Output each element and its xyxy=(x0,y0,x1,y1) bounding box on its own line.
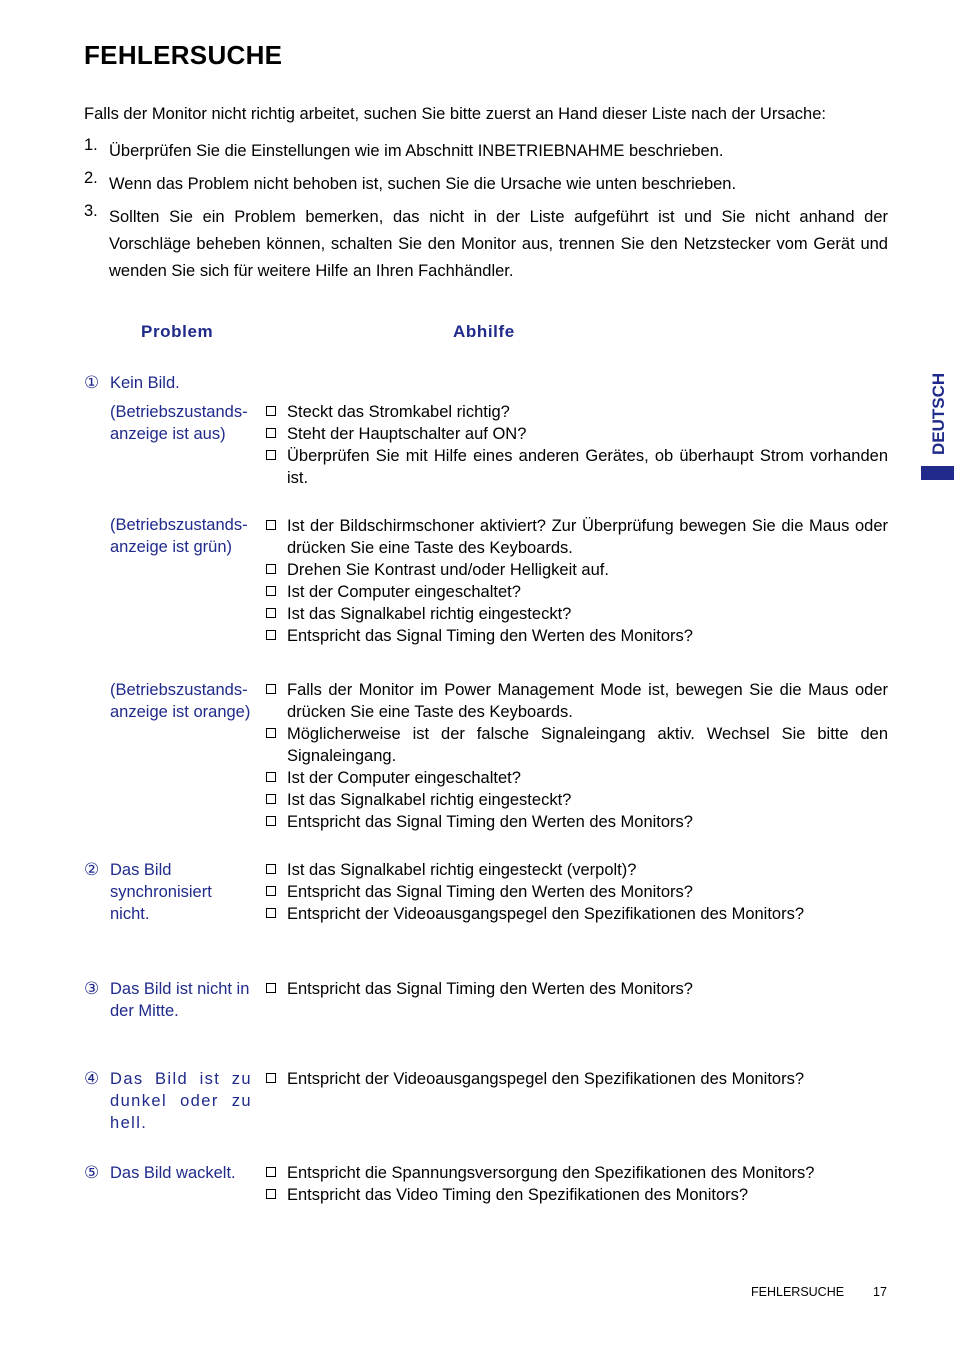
checkbox-icon xyxy=(266,772,276,782)
problem-text: Das Bild ist zu dunkel oder zu hell. xyxy=(110,1070,252,1132)
checkbox-icon xyxy=(266,728,276,738)
list-item: Überprüfen Sie mit Hilfe eines anderen Gerätes, ob überhaupt Strom vorhanden ist. xyxy=(264,445,888,489)
step-number: 2. xyxy=(84,169,98,187)
list-item: Steckt das Stromkabel richtig? xyxy=(264,401,888,423)
checkbox-icon xyxy=(266,450,276,460)
page-number: 17 xyxy=(873,1285,887,1299)
list-item: Entspricht das Signal Timing den Werten des Monitors? xyxy=(264,978,888,1000)
circled-number-icon: ⑤ xyxy=(84,1163,100,1183)
remedy-list-off xyxy=(264,401,888,489)
list-item: Ist das Signalkabel richtig eingesteckt (verpolt)? xyxy=(264,859,888,881)
checkbox-icon xyxy=(266,794,276,804)
list-item: Ist das Signalkabel richtig eingesteckt? xyxy=(264,603,888,625)
problem-text: Kein Bild. xyxy=(110,374,180,392)
step-number: 1. xyxy=(84,136,98,154)
remedy-list-green xyxy=(264,515,888,647)
list-item: Ist der Computer eingeschaltet? xyxy=(264,767,888,789)
list-item: Entspricht das Signal Timing den Werten des Monitors? xyxy=(264,625,888,647)
checkbox-icon xyxy=(266,630,276,640)
checkbox-icon xyxy=(266,684,276,694)
header-problem: Problem xyxy=(141,322,214,341)
checkbox-icon xyxy=(266,908,276,918)
checkbox-icon xyxy=(266,428,276,438)
list-item: Entspricht die Spannungsversorgung den Spezifikationen des Monitors? xyxy=(264,1162,888,1184)
list-item: Ist das Signalkabel richtig eingesteckt? xyxy=(264,789,888,811)
problem-text: Das Bild synchronisiert nicht. xyxy=(110,861,212,923)
list-item: Ist der Bildschirmschoner aktiviert? Zur Überprüfung bewegen Sie die Maus oder drücken Sie eine Taste des Keyboards. xyxy=(264,515,888,559)
remedy-list-4 xyxy=(264,1068,888,1090)
remedy-list-3 xyxy=(264,978,888,1000)
step-text: Wenn das Problem nicht behoben ist, suchen Sie die Ursache wie unten beschrieben. xyxy=(109,175,737,193)
checkbox-icon xyxy=(266,816,276,826)
circled-number-icon: ② xyxy=(84,860,100,880)
checkbox-icon xyxy=(266,1073,276,1083)
list-item: Entspricht das Signal Timing den Werten des Monitors? xyxy=(264,811,888,833)
checkbox-icon xyxy=(266,564,276,574)
list-item: Entspricht der Videoausgangspegel den Spezifikationen des Monitors? xyxy=(264,903,888,925)
list-item: Entspricht der Videoausgangspegel den Spezifikationen des Monitors? xyxy=(264,1068,888,1090)
list-item: Drehen Sie Kontrast und/oder Helligkeit auf. xyxy=(264,559,888,581)
list-item: Falls der Monitor im Power Management Mode ist, bewegen Sie die Maus oder drücken Sie eine Taste des Keyboards. xyxy=(264,679,888,723)
checkbox-icon xyxy=(266,608,276,618)
checkbox-icon xyxy=(266,520,276,530)
step-text: Sollten Sie ein Problem bemerken, das nicht in der Liste aufgeführt ist und Sie nicht anhand der Vorschläge beheben können, schalten Sie den Monitor aus, trennen Sie den Netzstecker vom Gerät und wenden Sie sich für weitere Hilfe an Ihren Fachhändler. xyxy=(109,208,888,280)
checkbox-icon xyxy=(266,1167,276,1177)
page-title: FEHLERSUCHE xyxy=(84,40,283,70)
checkbox-icon xyxy=(266,886,276,896)
substate-off: (Betriebszustands-anzeige ist aus) xyxy=(110,403,248,443)
problem-text: Das Bild wackelt. xyxy=(110,1164,236,1182)
step-text: Überprüfen Sie die Einstellungen wie im Abschnitt INBETRIEBNAHME beschrieben. xyxy=(109,142,724,160)
list-item: Möglicherweise ist der falsche Signaleingang aktiv. Wechsel Sie bitte den Signaleingang. xyxy=(264,723,888,767)
circled-number-icon: ① xyxy=(84,373,100,393)
checkbox-icon xyxy=(266,983,276,993)
footer-section: FEHLERSUCHE xyxy=(751,1285,845,1299)
intro-text: Falls der Monitor nicht richtig arbeitet, suchen Sie bitte zuerst an Hand dieser Liste nach der Ursache: xyxy=(84,105,826,123)
remedy-list-orange xyxy=(264,679,888,833)
remedy-list-5 xyxy=(264,1162,888,1206)
language-tab-label: DEUTSCH xyxy=(929,372,948,455)
remedy-list-2 xyxy=(264,859,888,925)
substate-green: (Betriebszustands-anzeige ist grün) xyxy=(110,516,248,556)
checkbox-icon xyxy=(266,586,276,596)
list-item: Entspricht das Signal Timing den Werten des Monitors? xyxy=(264,881,888,903)
checkbox-icon xyxy=(266,406,276,416)
circled-number-icon: ③ xyxy=(84,979,100,999)
checkbox-icon xyxy=(266,1189,276,1199)
checkbox-icon xyxy=(266,864,276,874)
list-item: Entspricht das Video Timing den Spezifikationen des Monitors? xyxy=(264,1184,888,1206)
circled-number-icon: ④ xyxy=(84,1069,100,1089)
list-item: Steht der Hauptschalter auf ON? xyxy=(264,423,888,445)
problem-text: Das Bild ist nicht in der Mitte. xyxy=(110,980,250,1020)
list-item: Ist der Computer eingeschaltet? xyxy=(264,581,888,603)
step-number: 3. xyxy=(84,202,98,220)
header-remedy: Abhilfe xyxy=(453,322,515,341)
language-tab-marker xyxy=(921,466,954,480)
substate-orange: (Betriebszustands-anzeige ist orange) xyxy=(110,681,251,721)
